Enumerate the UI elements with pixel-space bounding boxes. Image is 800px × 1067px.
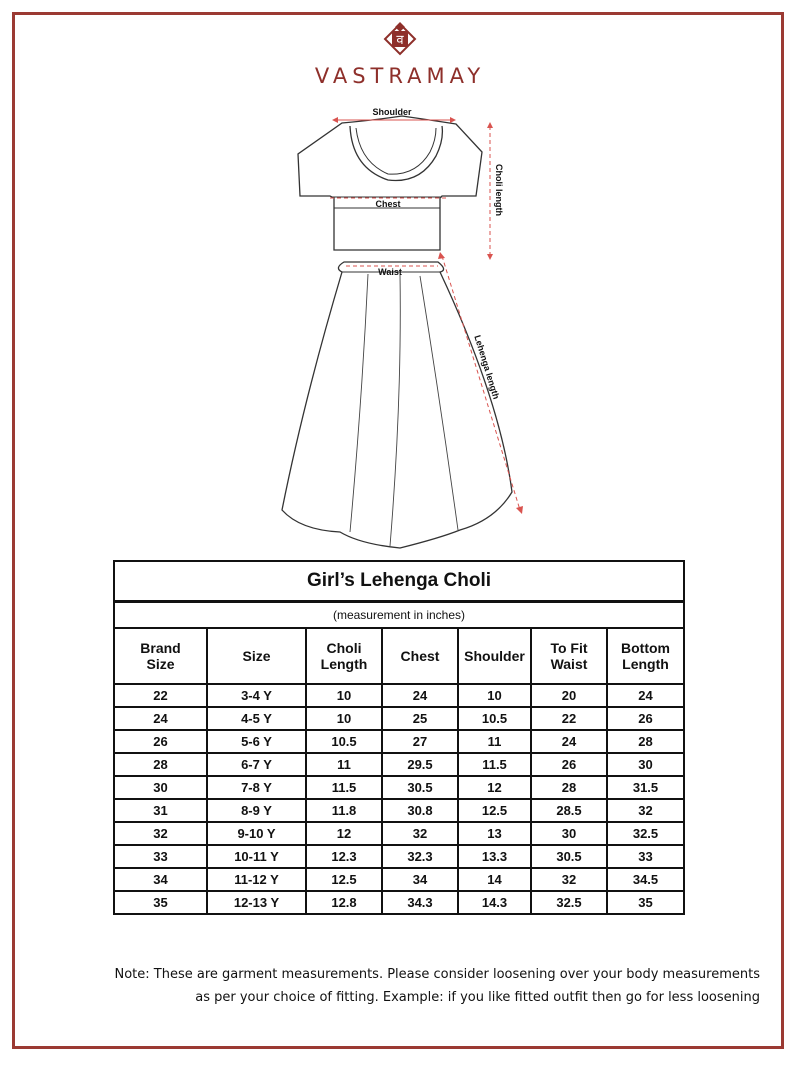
column-header (306, 628, 382, 684)
size-chart-table (113, 560, 685, 915)
table-body (114, 684, 684, 914)
table-row (114, 707, 684, 730)
table-subtitle: (measurement in inches) (114, 602, 684, 629)
table-cell: 7-8 Y (207, 776, 306, 799)
table-cell: 34.3 (382, 891, 458, 914)
measurement-note (30, 963, 760, 1009)
table-header-row (114, 628, 684, 684)
table-cell: 26 (531, 753, 607, 776)
table-cell: 12-13 Y (207, 891, 306, 914)
table-cell: 24 (607, 684, 684, 707)
column-header (382, 628, 458, 684)
table-cell: 12.8 (306, 891, 382, 914)
table-cell: 10.5 (306, 730, 382, 753)
table-cell: 32.5 (607, 822, 684, 845)
table-cell: 30 (531, 822, 607, 845)
table-cell: 14 (458, 868, 531, 891)
table-row (114, 730, 684, 753)
table-cell: 24 (382, 684, 458, 707)
lehenga-outline (282, 262, 512, 548)
table-cell: 20 (531, 684, 607, 707)
column-header-text: Length (622, 656, 669, 672)
table-cell: 14.3 (458, 891, 531, 914)
brand-name: VASTRAMAY (314, 64, 486, 88)
table-cell: 12.3 (306, 845, 382, 868)
table-cell: 8-9 Y (207, 799, 306, 822)
column-header-text: Choli (326, 640, 362, 656)
table-cell: 30 (607, 753, 684, 776)
choli-outline (298, 116, 482, 250)
table-cell: 32 (607, 799, 684, 822)
table-cell: 12 (306, 822, 382, 845)
table-cell: 28.5 (531, 799, 607, 822)
table-cell: 24 (531, 730, 607, 753)
column-header-text: Chest (400, 648, 440, 664)
table-cell: 9-10 Y (207, 822, 306, 845)
table-cell: 35 (607, 891, 684, 914)
chest-label: Chest (375, 199, 401, 209)
choli-length-label: Choli length (494, 164, 504, 216)
table-cell: 35 (114, 891, 207, 914)
table-cell: 12 (458, 776, 531, 799)
table-cell: 34.5 (607, 868, 684, 891)
table-cell: 28 (607, 730, 684, 753)
table-cell: 33 (114, 845, 207, 868)
column-header-text: Size (146, 656, 175, 672)
table-cell: 11-12 Y (207, 868, 306, 891)
table-row (114, 845, 684, 868)
column-header (114, 628, 207, 684)
table-cell: 11 (306, 753, 382, 776)
column-header-text: Shoulder (464, 648, 525, 664)
table-cell: 31.5 (607, 776, 684, 799)
table-row (114, 753, 684, 776)
table-cell: 5-6 Y (207, 730, 306, 753)
table-cell: 12.5 (458, 799, 531, 822)
table-cell: 28 (114, 753, 207, 776)
table-cell: 28 (531, 776, 607, 799)
table-row (114, 868, 684, 891)
column-header (607, 628, 684, 684)
table-cell: 29.5 (382, 753, 458, 776)
brand-logo-glyph: व (396, 33, 404, 48)
note-line-2: as per your choice of fitting. Example: if you like fitted outfit then go for less loosening (195, 990, 760, 1005)
waist-label: Waist (378, 267, 402, 277)
column-header (458, 628, 531, 684)
table-cell: 30 (114, 776, 207, 799)
table-row (114, 799, 684, 822)
table-cell: 13 (458, 822, 531, 845)
table-cell: 32.3 (382, 845, 458, 868)
lehenga-length-label: Lehenga length (472, 333, 502, 401)
table-cell: 34 (382, 868, 458, 891)
column-header-text: Length (320, 656, 368, 672)
table-cell: 10 (306, 707, 382, 730)
lehenga-choli-diagram (270, 100, 540, 552)
column-header (531, 628, 607, 684)
table-cell: 30.5 (531, 845, 607, 868)
table-cell: 22 (531, 707, 607, 730)
table-cell: 33 (607, 845, 684, 868)
table-row (114, 891, 684, 914)
table-cell: 26 (607, 707, 684, 730)
table-cell: 26 (114, 730, 207, 753)
column-header (207, 628, 306, 684)
table-cell: 10-11 Y (207, 845, 306, 868)
table-cell: 3-4 Y (207, 684, 306, 707)
table-cell: 32.5 (531, 891, 607, 914)
table-cell: 31 (114, 799, 207, 822)
column-header-text: Size (242, 648, 271, 664)
brand-logo-icon (383, 22, 417, 56)
column-header-text: Waist (550, 656, 588, 672)
table-cell: 10 (306, 684, 382, 707)
table-cell: 10.5 (458, 707, 531, 730)
table-cell: 24 (114, 707, 207, 730)
table-cell: 32 (114, 822, 207, 845)
table-cell: 32 (531, 868, 607, 891)
table-cell: 30.5 (382, 776, 458, 799)
table-cell: 11 (458, 730, 531, 753)
table-cell: 11.8 (306, 799, 382, 822)
table-cell: 27 (382, 730, 458, 753)
table-title: Girl’s Lehenga Choli (114, 561, 684, 602)
table-cell: 4-5 Y (207, 707, 306, 730)
column-header-text: Bottom (621, 640, 670, 656)
table-cell: 12.5 (306, 868, 382, 891)
table-cell: 32 (382, 822, 458, 845)
column-header-text: Brand (140, 640, 181, 656)
lehenga-length-measure-line (442, 256, 520, 510)
note-line-1: Note: These are garment measurements. Please consider loosening over your body measurements (114, 967, 760, 982)
table-cell: 6-7 Y (207, 753, 306, 776)
table-row (114, 776, 684, 799)
table-cell: 11.5 (306, 776, 382, 799)
column-header-text: To Fit (550, 640, 588, 656)
table-cell: 25 (382, 707, 458, 730)
table-row (114, 684, 684, 707)
table-cell: 30.8 (382, 799, 458, 822)
shoulder-label: Shoulder (372, 107, 412, 117)
table-cell: 10 (458, 684, 531, 707)
table-row (114, 822, 684, 845)
table-cell: 11.5 (458, 753, 531, 776)
table-cell: 34 (114, 868, 207, 891)
table-cell: 22 (114, 684, 207, 707)
table-cell: 13.3 (458, 845, 531, 868)
